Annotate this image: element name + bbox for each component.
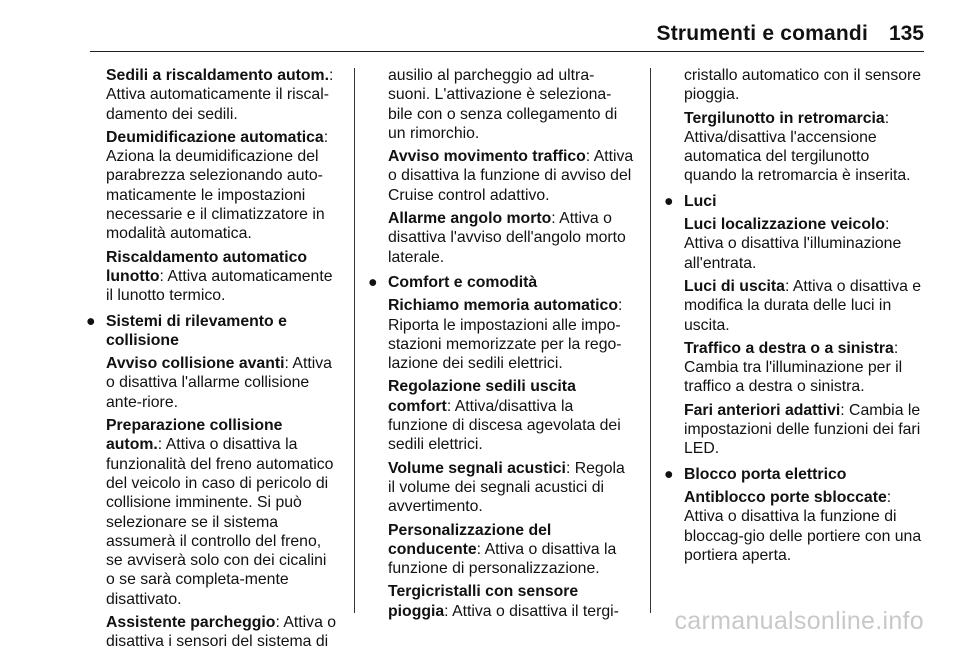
bullet-icon: ● (368, 273, 378, 291)
setting-description: Attiva o disattiva l'avviso dell'angolo morto laterale. (388, 210, 626, 266)
setting-term: Avviso collisione avanti (106, 355, 285, 373)
setting-term: Personalizzazione del conducente (388, 521, 552, 558)
setting-entry (388, 147, 634, 205)
section-heading (664, 465, 926, 484)
setting-entry (684, 109, 926, 186)
setting-term: Richiamo memoria automatico (388, 297, 618, 315)
setting-entry (684, 66, 926, 105)
page-number: 135 (888, 22, 924, 45)
section-heading (368, 273, 634, 292)
term-separator: : (157, 436, 163, 454)
term-separator: : (284, 355, 289, 373)
setting-entry (106, 354, 338, 412)
setting-term: Regolazione sedili uscita comfort (388, 378, 576, 415)
setting-description: cristallo automatico con il sensore pioggia. (684, 67, 922, 104)
term-separator: : (893, 339, 899, 357)
bullet-icon: ● (664, 192, 674, 210)
setting-description: Attiva o disattiva la funzione di personalizzazione. (388, 540, 617, 578)
setting-entry (388, 209, 634, 267)
setting-entry (106, 416, 338, 609)
setting-description: Attiva o disattiva la funzione di avviso del Cruise control adattivo. (388, 148, 634, 204)
setting-term: Volume segnali acustici (388, 459, 566, 477)
watermark: carmanualsonline.info (674, 607, 924, 635)
setting-entry (106, 128, 338, 244)
setting-entry (388, 377, 634, 454)
term-separator: : (551, 210, 556, 228)
term-separator: : (275, 614, 280, 632)
setting-entry (388, 521, 634, 579)
setting-term: Traffico a destra o a sinistra (684, 339, 894, 357)
setting-entry (388, 66, 634, 143)
term-separator: : (323, 128, 329, 146)
term-separator: : (446, 397, 452, 415)
setting-description: Attiva/disattiva l'accensione automatica del tergilunotto quando la retromarcia è inserita. (684, 128, 911, 185)
setting-description: ausilio al parcheggio ad ultra-suoni. L'attivazione è seleziona-bile con o senza collegamento di un rimorchio. (388, 67, 618, 142)
setting-entry (388, 296, 634, 373)
setting-description: Attiva/disattiva la funzione di discesa agevolata dei sedili elettrici. (388, 397, 621, 454)
setting-term: Riscaldamento automatico lunotto (106, 248, 308, 285)
setting-term: Preparazione collisione autom. (106, 417, 283, 454)
setting-entry (388, 582, 634, 621)
setting-term: Tergicristalli con sensore pioggia (388, 583, 579, 620)
setting-entry (106, 248, 338, 306)
section-heading (664, 192, 926, 211)
setting-description: Cambia le impostazioni delle funzioni dei fari LED. (684, 401, 921, 458)
setting-term: Tergilunotto in retromarcia (684, 109, 885, 127)
setting-entry (106, 613, 338, 652)
setting-term: Antiblocco porte sbloccate (684, 488, 887, 506)
setting-description: Riporta le impostazioni alle impo-stazioni memorizzate per la rego-lazione dei sedili elettrici. (388, 316, 622, 373)
column-divider (650, 68, 651, 613)
setting-entry (684, 339, 926, 397)
setting-description: Attiva o disattiva i sensori del sistema di (106, 614, 337, 651)
setting-description: Regola il volume dei segnali acustici di avvertimento. (388, 459, 625, 516)
term-separator: : (565, 459, 571, 477)
term-separator: : (328, 67, 334, 84)
term-separator: : (884, 109, 890, 127)
term-separator: : (840, 401, 845, 419)
term-separator: : (618, 297, 623, 315)
section-heading-text: Sistemi di rilevamento e collisione (106, 312, 287, 349)
section-heading-text: Luci (684, 192, 717, 210)
setting-description: Cambia tra l'illuminazione per il traffico a destra o sinistra. (684, 359, 903, 396)
section-heading-text: Comfort e comodità (388, 273, 538, 291)
setting-description: Attiva o disattiva l'allarme collisione ante-riore. (106, 355, 332, 411)
setting-description: Attiva automaticamente il riscal-damento dei sedili. (106, 86, 329, 123)
setting-description: Attiva automaticamente il lunotto termico. (106, 267, 333, 305)
setting-description: Attiva o disattiva la funzionalità del freno automatico del veicolo in caso di pericolo di collisione imminente. Si può selezionare se il sistema assumerà il controllo del freno, se avviserà solo con dei cicalini o se sarà completa-mente disattivato. (106, 436, 334, 608)
setting-entry (388, 459, 634, 517)
page-title: Strumenti e comandi (656, 22, 868, 45)
setting-term: Deumidificazione automatica (106, 128, 324, 146)
bullet-icon: ● (664, 465, 674, 483)
setting-description: Attiva o disattiva la funzione di bloccag-gio delle portiere con una portiera aperta. (684, 508, 922, 564)
setting-entry (106, 66, 338, 124)
setting-description: Aziona la deumidificazione del parabrezza selezionando auto-maticamente le impostazioni necessarie e il climatizzatore in modalità automatica. (106, 148, 325, 243)
text-column-2 (368, 66, 634, 625)
setting-entry (684, 277, 926, 335)
setting-term: Luci di uscita (684, 277, 785, 295)
bullet-icon: ● (86, 312, 96, 330)
setting-entry (684, 488, 926, 565)
section-heading-text: Blocco porta elettrico (684, 465, 847, 483)
term-separator: : (476, 540, 482, 558)
setting-term: Avviso movimento traffico (388, 148, 586, 166)
setting-description: Attiva o disattiva l'illuminazione all'entrata. (684, 235, 902, 272)
setting-term: Allarme angolo morto (388, 210, 552, 228)
setting-term: Sedili a riscaldamento autom. (106, 67, 329, 84)
term-separator: : (159, 267, 164, 285)
column-divider (354, 68, 355, 613)
term-separator: : (585, 148, 591, 166)
text-column-3 (664, 66, 926, 569)
term-separator: : (886, 488, 892, 506)
term-separator: : (784, 277, 790, 295)
setting-term: Luci localizzazione veicolo (684, 216, 886, 234)
setting-description: Attiva o disattiva il tergi- (448, 602, 619, 620)
page-header (0, 0, 960, 52)
term-separator: : (885, 216, 890, 234)
setting-entry (684, 401, 926, 459)
header-divider (90, 51, 924, 52)
setting-entry (684, 215, 926, 273)
setting-term: Assistente parcheggio (106, 614, 276, 632)
section-heading (86, 312, 338, 351)
setting-term: Fari anteriori adattivi (684, 401, 841, 419)
text-column-1 (86, 66, 338, 656)
term-separator: : (444, 602, 449, 620)
setting-description: Attiva o disattiva e modifica la durata delle luci in uscita. (684, 277, 922, 334)
